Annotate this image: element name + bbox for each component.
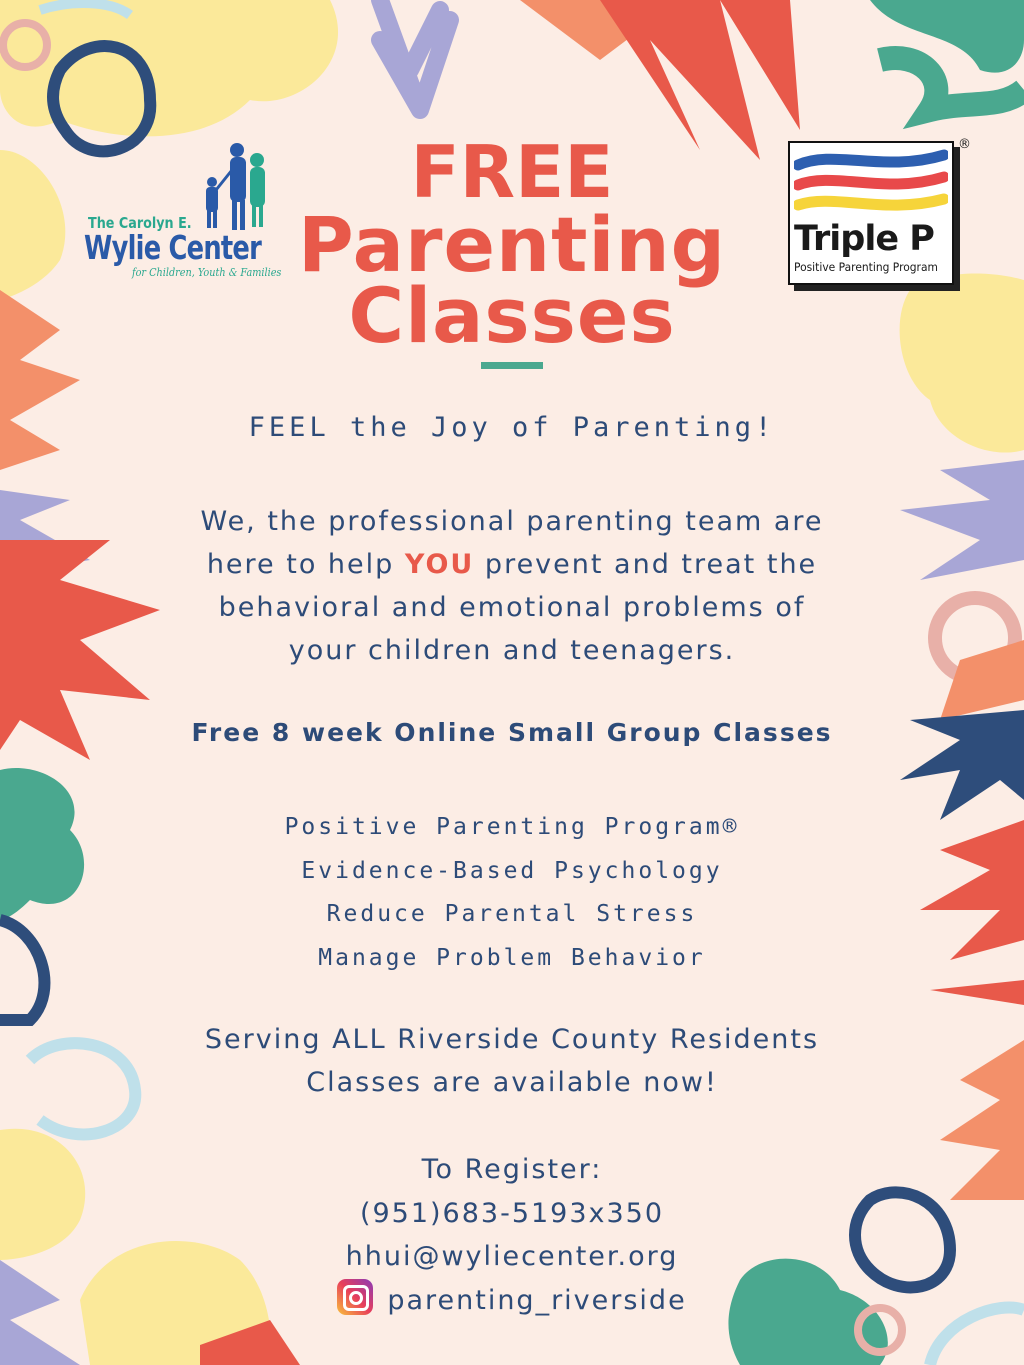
instagram-icon	[337, 1279, 373, 1315]
intro-line: behavioral and emotional problems of	[218, 592, 806, 623]
offer-heading: Free 8 week Online Small Group Classes	[191, 718, 833, 747]
register-label: To Register:	[421, 1154, 603, 1185]
feature-item: Evidence-Based Psychology	[301, 857, 723, 884]
feature-list	[0, 806, 1024, 980]
intro-line: your children and teenagers.	[288, 635, 736, 666]
headline-free: FREE	[410, 130, 614, 214]
register-info	[0, 1148, 1024, 1322]
you-emphasis: YOU	[404, 549, 475, 580]
feature-item: Positive Parenting Program®	[284, 814, 740, 840]
serving-line: Classes are available now!	[306, 1067, 718, 1098]
intro-line: We, the professional parenting team are	[200, 506, 824, 537]
serving-info	[0, 1018, 1024, 1104]
triple-p-name: Triple P	[794, 219, 934, 259]
tagline: FEEL the Joy of Parenting!	[248, 412, 776, 443]
headline-classes: Classes	[348, 271, 676, 360]
intro-paragraph	[0, 500, 1024, 672]
registered-mark: ®	[958, 137, 971, 152]
wylie-logo-line2: Wylie Center	[84, 228, 262, 267]
title-divider	[481, 362, 543, 369]
feature-item: Reduce Parental Stress	[326, 901, 698, 927]
instagram-handle-row[interactable]	[0, 1279, 1024, 1323]
email-link[interactable]: hhui@wyliecenter.org	[345, 1241, 679, 1272]
intro-text: prevent and treat the	[474, 549, 818, 580]
feature-item: Manage Problem Behavior	[318, 944, 706, 971]
triple-p-tagline: Positive Parenting Program	[794, 260, 938, 274]
wylie-logo-line1: The Carolyn E.	[88, 214, 192, 232]
instagram-handle: parenting_riverside	[387, 1284, 687, 1316]
intro-line	[0, 543, 1024, 586]
wylie-logo-line3: for Children, Youth & Families	[132, 266, 282, 279]
serving-line: Serving ALL Riverside County Residents	[204, 1024, 820, 1055]
headline-parenting: Parenting	[298, 200, 726, 289]
phone-number[interactable]: (951)683-5193x350	[359, 1197, 665, 1229]
intro-text: here to help	[206, 549, 405, 580]
